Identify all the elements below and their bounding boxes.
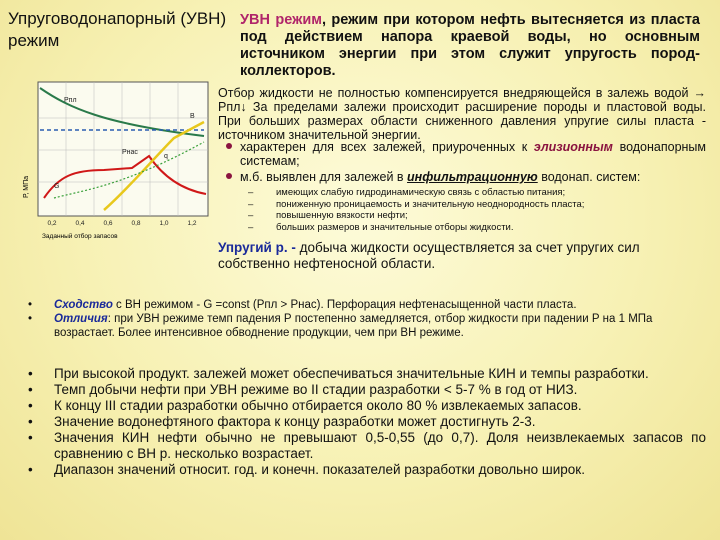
bullet-text: м.б. выявлен для залежей в xyxy=(240,170,408,184)
bullet-emphasis: инфильтрационную xyxy=(407,170,538,184)
bullet-elision xyxy=(240,140,706,168)
x-axis-label: Заданный отбор запасов xyxy=(42,233,118,240)
sublist xyxy=(240,187,706,233)
label-water: В xyxy=(190,113,195,120)
sublist-item: – больших размеров и значительные отборы жидкости. xyxy=(240,222,706,234)
label-pressure: Рпл xyxy=(64,97,77,104)
slide-title: Упруговодонапорный (УВН) режим xyxy=(8,9,227,50)
difference-row: • Отличия: при УВН режиме темп падения Р постепенно замедляется, отбор жидкости при падении Р на 1 МПа возрастает. Более интенсивное обводнение продукции, чем при ВН режиме. xyxy=(28,313,653,339)
bullet-text: характерен для всех залежей, приуроченных к xyxy=(240,140,534,154)
comparison-block xyxy=(28,298,706,340)
bullet-dot xyxy=(226,173,232,179)
sublist-item: – пониженную проницаемость и значительную неоднородность пласта; xyxy=(240,199,706,211)
bullet-dot xyxy=(226,143,232,149)
similarity-text: с ВН режимом - G =const (Pпл > Pнас). Перфорация нефтенасыщенной части пласта. xyxy=(112,299,577,311)
point-item: • Значение водонефтяного фактора к концу разработки может достигнуть 2-3. xyxy=(28,414,536,429)
point-item: • К концу III стадии разработки обычно отбирается около 80 % извлекаемых запасов. xyxy=(28,398,582,413)
x-tick: 1,2 xyxy=(187,220,197,227)
development-graph xyxy=(14,78,214,248)
pressure-paragraph: Отбор жидкости не полностью компенсируется внедряющейся в залежь водой → Pпл↓ За пределами залежи происходит расширение породы и пластовой воды. При больших размерах области сниженного давления упругие силы пласта - источником значительной энергии. xyxy=(218,86,706,142)
point-item: • Диапазон значений относит. год. и конечн. показателей разработки довольно широк. xyxy=(28,462,585,477)
bullet-emphasis: элизионным xyxy=(533,140,613,154)
definition xyxy=(240,12,700,80)
x-tick: 0,2 xyxy=(47,220,57,227)
elastic-text: добыча жидкости осуществляется за счет упругих сил собственно нефтеносной области. xyxy=(218,240,640,271)
point-item: • При высокой продукт. залежей может обеспечиваться значительные КИН и темпы разработки. xyxy=(28,366,649,381)
bullet-text: водонапорным системам; xyxy=(240,140,707,168)
bullet-text: водонап. систем: xyxy=(537,170,641,184)
y-axis-label: Р, МПа xyxy=(23,176,30,198)
point-item: • Темп добычи нефти при УВН режиме во II стадии разработки < 5-7 % в год от НИЗ. xyxy=(28,382,578,397)
bullet-infiltration xyxy=(240,170,706,184)
elastic-regime xyxy=(218,240,706,272)
sublist-item: – повышенную вязкости нефти; xyxy=(240,210,706,222)
x-tick: 0,4 xyxy=(75,220,85,227)
label-saturation: Рнас xyxy=(122,149,138,156)
x-tick: 1,0 xyxy=(159,220,169,227)
definition-keyword: УВН режим xyxy=(240,12,322,28)
difference-text: : при УВН режиме темп падения Р постепенно замедляется, отбор жидкости при падении Р на 1 МПа возрастает. Более интенсивное обводнение продукции, чем при ВН режиме. xyxy=(54,313,653,339)
label-gor: G xyxy=(54,183,60,190)
label-rate: q xyxy=(164,153,168,160)
point-item: • Значения КИН нефти обычно не превышают 0,5-0,55 (до 0,7). Доля неизвлекаемых запасов по сравнению с ВН р. несколько возрастает. xyxy=(28,430,706,461)
sublist-item: – имеющих слабую гидродинамическую связь с областью питания; xyxy=(240,187,706,199)
elastic-term: Упругий р. - xyxy=(218,240,296,255)
x-tick: 0,8 xyxy=(131,220,141,227)
similarity-term: Сходство xyxy=(54,299,113,311)
difference-term: Отличия xyxy=(54,313,108,325)
x-tick: 0,6 xyxy=(103,220,113,227)
key-points xyxy=(28,366,706,478)
definition-text: , режим при котором нефть вытесняется из пласта под действием напора краевой воды, но основным источником энергии при этом служит упругость пород-коллекторов. xyxy=(240,12,700,79)
similarity-row: • Сходство с ВН режимом - G =const (Pпл > Pнас). Перфорация нефтенасыщенной части пласта. xyxy=(28,299,577,311)
